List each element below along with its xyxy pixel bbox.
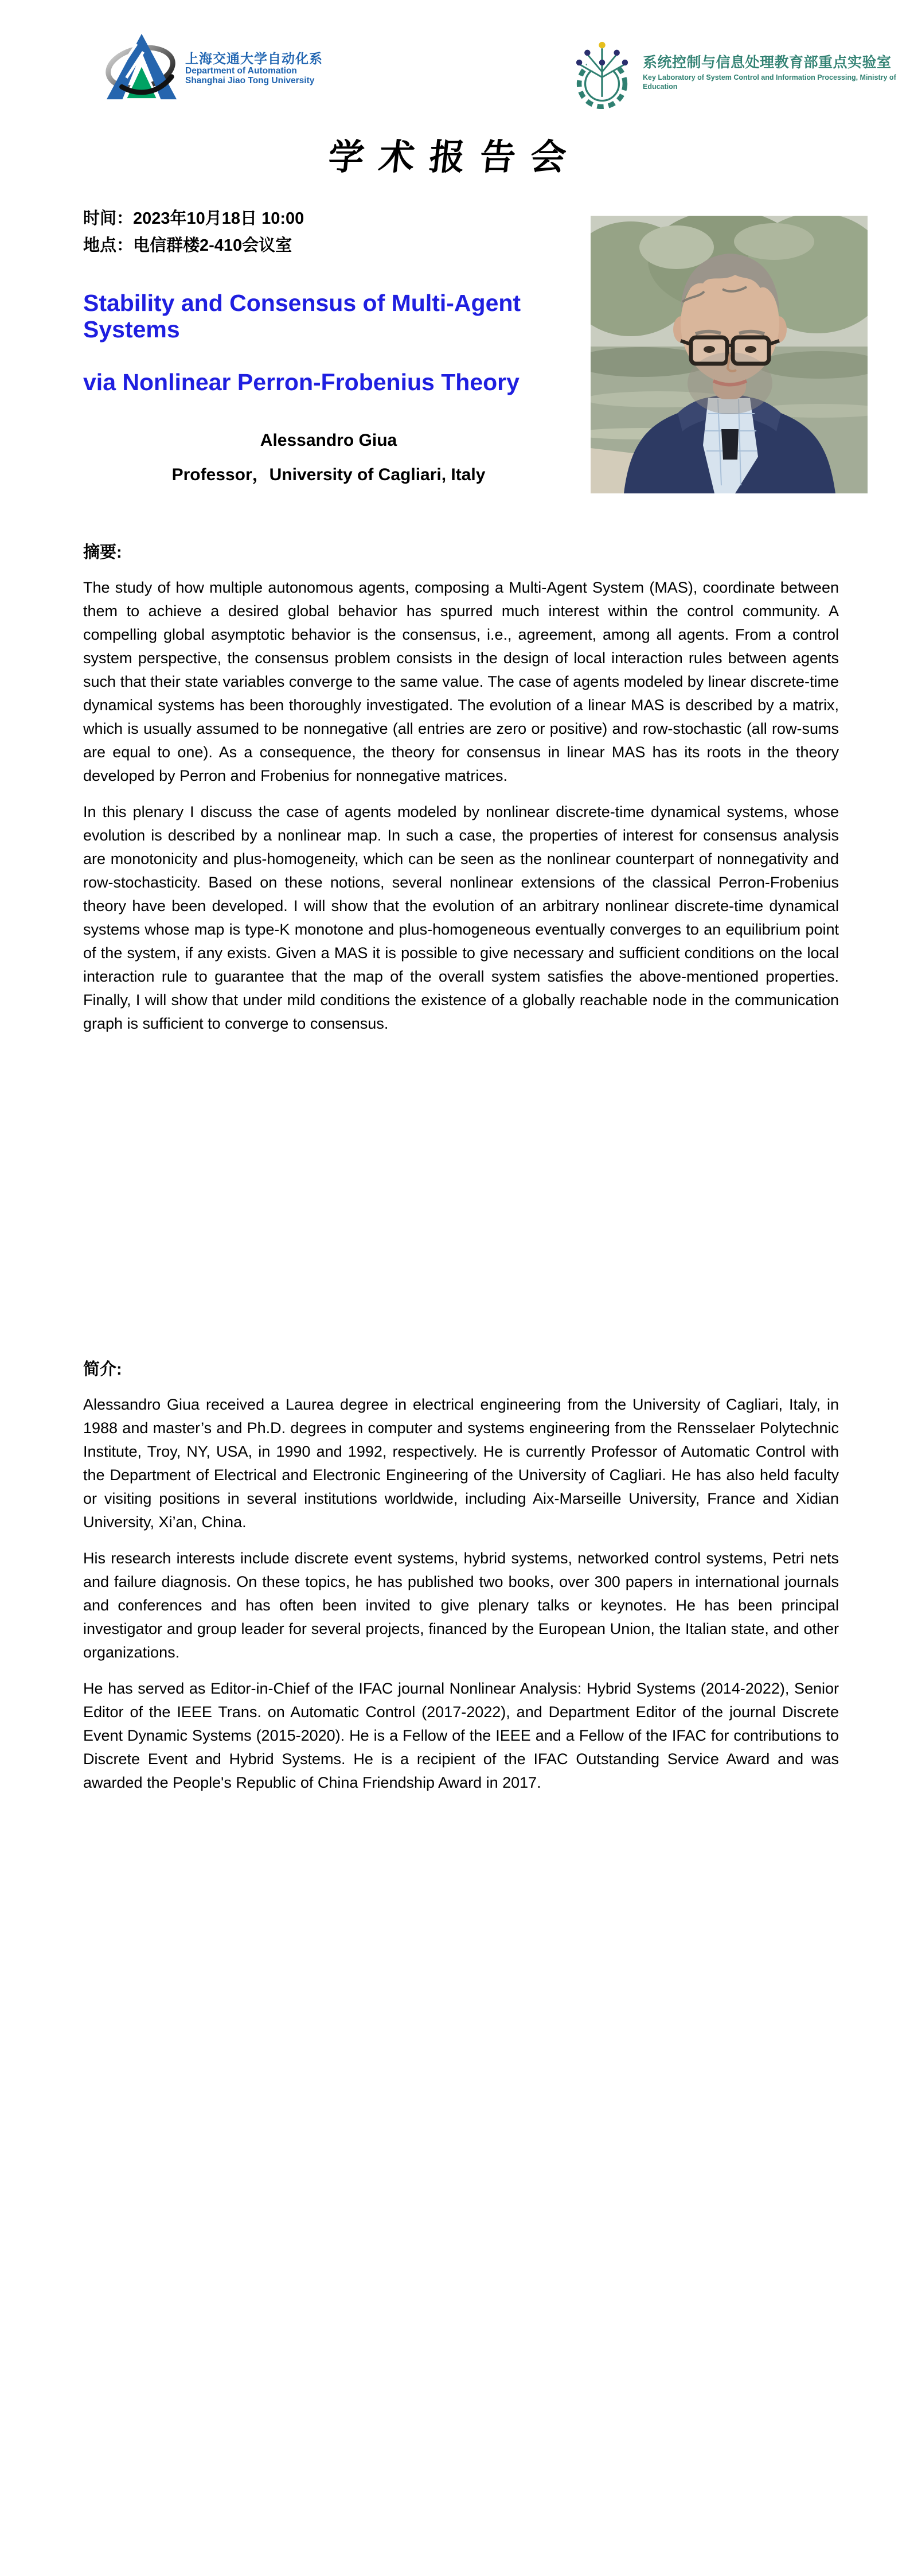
speaker-photo <box>591 216 868 493</box>
event-location-value: 电信群楼2-410会议室 <box>133 236 292 255</box>
talk-title-line-2: via Nonlinear Perron-Frobenius Theory <box>83 369 520 395</box>
page-title: 学术报告会 <box>326 136 583 178</box>
event-location-label: 地点： <box>83 236 134 255</box>
speaker-affiliation: Professor，University of Cagliari, Italy <box>171 465 486 484</box>
bio-section <box>83 1359 839 1795</box>
left-logo-cn-name: 上海交通大学自动化系 <box>185 50 323 66</box>
event-location-line <box>83 232 304 259</box>
bio-paragraph-3: He has served as Editor-in-Chief of the IFAC journal Nonlinear Analysis: Hybrid Systems (2014-2022), Senior Editor of the IEEE Trans. on Automatic Control (2017-2022), and Department Editor of the journal Discrete Event Dynamic Systems (2015-2020). He is a Fellow of the IEEE and a Fellow of the IFAC for contributions to Discrete Event and Hybrid Systems. He is a recipient of the IFAC Outstanding Service Award and was awarded the People's Republic of China Friendship Award in 2017. <box>83 1680 839 1791</box>
event-time-value: 2023年10月18日 10:00 <box>133 209 304 228</box>
left-logo-text <box>185 51 323 85</box>
event-time-label: 时间： <box>83 209 134 228</box>
key-lab-logo-icon <box>569 38 635 112</box>
right-logo-text <box>643 54 910 91</box>
speaker-block <box>83 430 574 485</box>
right-logo-cn-name: 系统控制与信息处理教育部重点实验室 <box>643 55 892 71</box>
right-logo-en-name: Key Laboratory of System Control and Information Processing, Ministry of Education <box>643 73 896 91</box>
bio-heading: 简介: <box>83 1360 122 1379</box>
left-logo-en-name-1: Department of Automation <box>185 65 297 76</box>
abstract-section <box>83 542 839 1036</box>
event-time-line <box>83 205 304 232</box>
talk-title-line-1: Stability and Consensus of Multi-Agent Systems <box>83 290 521 343</box>
sjtu-automation-logo <box>105 32 323 104</box>
key-lab-logo <box>569 38 910 112</box>
sjtu-automation-logo-icon <box>105 32 178 104</box>
abstract-paragraph-2: In this plenary I discuss the case of agents modeled by nonlinear discrete-time dynamical systems, whose evolution is described by a nonlinear map. In such a case, the properties of interest for consensus analysis are monotonicity and plus-homogeneity, which can be seen as the nonlinear counterpart of nonnegativity and row-stochasticity. Based on these notions, several nonlinear extensions of the classical Perron-Frobenius theory have been developed. I will show that the evolution of an arbitrary nonlinear discrete-time dynamical systems whose map is type-K monotone and plus-homogeneous eventually converges to an equilibrium point of the system, if any exists. Given a MAS it is possible to give necessary and sufficient conditions on the local interaction rule to guarantee that the map of the overall system satisfies the above-mentioned properties. Finally, I will show that under mild conditions the existence of a globally reachable node in the communication graph is sufficient to converge to consensus. <box>83 803 839 1032</box>
bio-paragraph-2: His research interests include discrete event systems, hybrid systems, networked control systems, Petri nets and failure diagnosis. On these topics, he has published two books, over 300 papers in international journals and conferences and has often been invited to give plenary talks or keynotes. He has been principal investigator and group leader for several projects, financed by the European Union, the Italian state, and other organizations. <box>83 1550 839 1661</box>
bio-paragraph-1: Alessandro Giua received a Laurea degree in electrical engineering from the University of Cagliari, Italy, in 1988 and master’s and Ph.D. degrees in computer and systems engineering from the Rensselaer Polytechnic Institute, Troy, NY, USA, in 1990 and 1992, respectively. He is currently Professor of Automatic Control with the Department of Electrical and Electronic Engineering of the University of Cagliari. He has also held faculty or visiting positions in several institutions worldwide, including Aix-Marseille University, France and Xidian University, Xi’an, China. <box>83 1396 839 1531</box>
abstract-heading: 摘要: <box>83 543 122 562</box>
left-logo-en-name-2: Shanghai Jiao Tong University <box>185 75 315 85</box>
event-info <box>83 205 304 259</box>
speaker-name: Alessandro Giua <box>260 431 397 450</box>
abstract-paragraph-1: The study of how multiple autonomous agents, composing a Multi-Agent System (MAS), coordinate between them to achieve a desired global behavior has spurred much interest within the control community. A compelling global asymptotic behavior is the consensus, i.e., agreement, among all agents. From a control system perspective, the consensus problem consists in the design of local interaction rules between agents such that their state variables converge to the same value. The case of agents modeled by linear discrete-time dynamical systems has been thoroughly investigated. The evolution of a linear MAS is described by a matrix, which is usually assumed to be nonnegative (all entries are zero or positive) and row-stochastic (all row-sums are equal to one). As a consequence, the theory for consensus in linear MAS has its roots in the theory developed by Perron and Frobenius for nonnegative matrices. <box>83 579 839 784</box>
talk-title <box>83 290 599 395</box>
